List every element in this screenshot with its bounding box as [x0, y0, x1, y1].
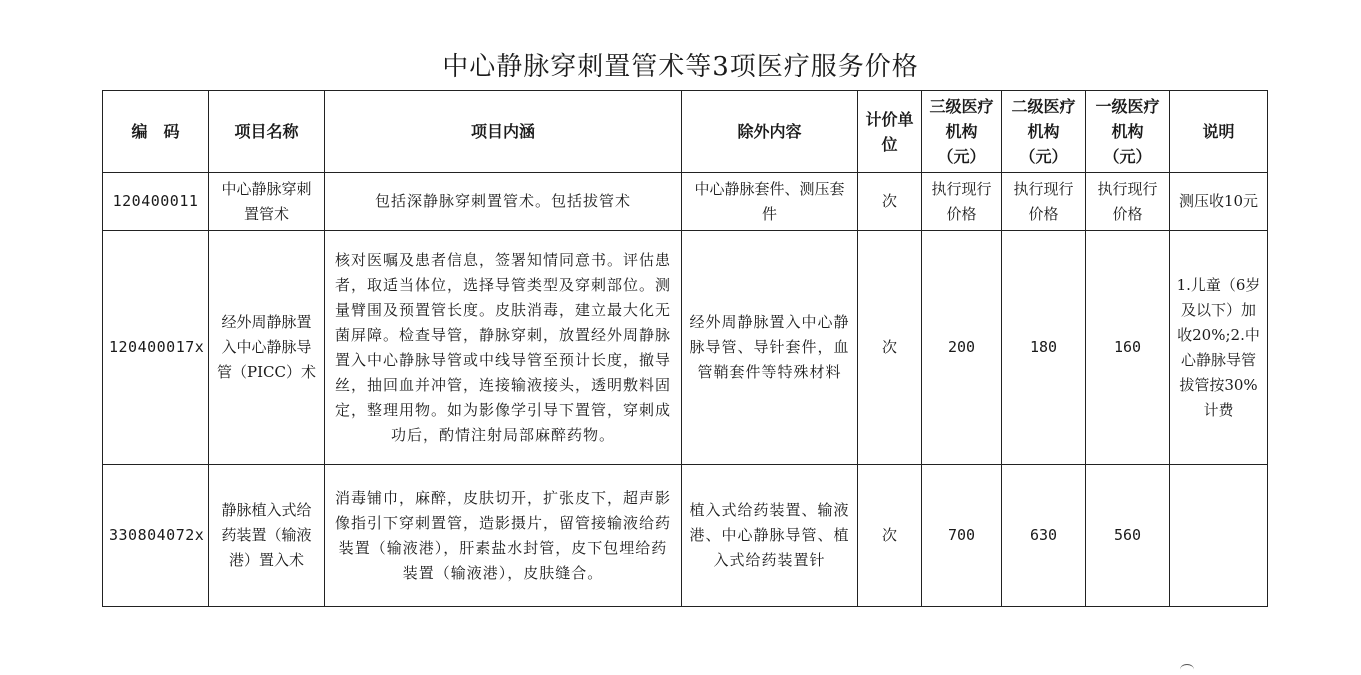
cell-excluded: 经外周静脉置入中心静脉导管、导针套件，血管鞘套件等特殊材料 [682, 231, 858, 465]
page-title: 中心静脉穿刺置管术等3项医疗服务价格 [442, 52, 919, 82]
cell-excluded: 植入式给药装置、输液港、中心静脉导管、植入式给药装置针 [682, 465, 858, 607]
cell-code: 330804072x [103, 465, 209, 607]
cell-excluded: 中心静脉套件、测压套件 [682, 173, 858, 231]
header-content: 项目内涵 [325, 91, 682, 173]
page-number-mark [1180, 664, 1194, 675]
cell-tier2: 630 [1002, 465, 1086, 607]
cell-tier3: 700 [922, 465, 1002, 607]
header-name: 项目名称 [209, 91, 325, 173]
cell-name: 经外周静脉置入中心静脉导管（PICC）术 [209, 231, 325, 465]
header-tier1: 一级医疗机构（元） [1086, 91, 1170, 173]
cell-content: 消毒铺巾，麻醉，皮肤切开，扩张皮下，超声影像指引下穿刺置管，造影摄片，留管接输液给药装置（输液港），肝素盐水封管，皮下包埋给药装置（输液港），皮肤缝合。 [325, 465, 682, 607]
cell-unit: 次 [858, 231, 922, 465]
cell-unit: 次 [858, 173, 922, 231]
cell-tier1: 执行现行价格 [1086, 173, 1170, 231]
header-tier3: 三级医疗机构（元） [922, 91, 1002, 173]
header-row [103, 91, 1268, 173]
cell-unit: 次 [858, 465, 922, 607]
table-row [103, 173, 1268, 231]
cell-tier3: 执行现行价格 [922, 173, 1002, 231]
header-unit: 计价单位 [858, 91, 922, 173]
header-note: 说明 [1170, 91, 1268, 173]
cell-content: 包括深静脉穿刺置管术。包括拔管术 [325, 173, 682, 231]
table-row [103, 465, 1268, 607]
cell-content: 核对医嘱及患者信息，签署知情同意书。评估患者，取适当体位，选择导管类型及穿刺部位。测量臂围及预置管长度。皮肤消毒，建立最大化无菌屏障。检查导管，静脉穿刺，放置经外周静脉置入中心静脉导管或中线导管至预计长度，撤导丝，抽回血并冲管，连接输液接头，透明敷料固定，整理用物。如为影像学引导下置管，穿刺成功后，酌情注射局部麻醉药物。 [325, 231, 682, 465]
cell-tier1: 160 [1086, 231, 1170, 465]
cell-note [1170, 465, 1268, 607]
header-excluded: 除外内容 [682, 91, 858, 173]
cell-note: 1.儿童（6岁及以下）加收20%;2.中心静脉导管拔管按30%计费 [1170, 231, 1268, 465]
price-table [102, 90, 1268, 607]
cell-tier1: 560 [1086, 465, 1170, 607]
cell-note: 测压收10元 [1170, 173, 1268, 231]
cell-tier2: 180 [1002, 231, 1086, 465]
cell-name: 中心静脉穿刺置管术 [209, 173, 325, 231]
table-row [103, 231, 1268, 465]
cell-code: 120400011 [103, 173, 209, 231]
cell-code: 120400017x [103, 231, 209, 465]
header-tier2: 二级医疗机构（元） [1002, 91, 1086, 173]
cell-tier3: 200 [922, 231, 1002, 465]
header-code: 编 码 [103, 91, 209, 173]
cell-tier2: 执行现行价格 [1002, 173, 1086, 231]
cell-name: 静脉植入式给药装置（输液港）置入术 [209, 465, 325, 607]
